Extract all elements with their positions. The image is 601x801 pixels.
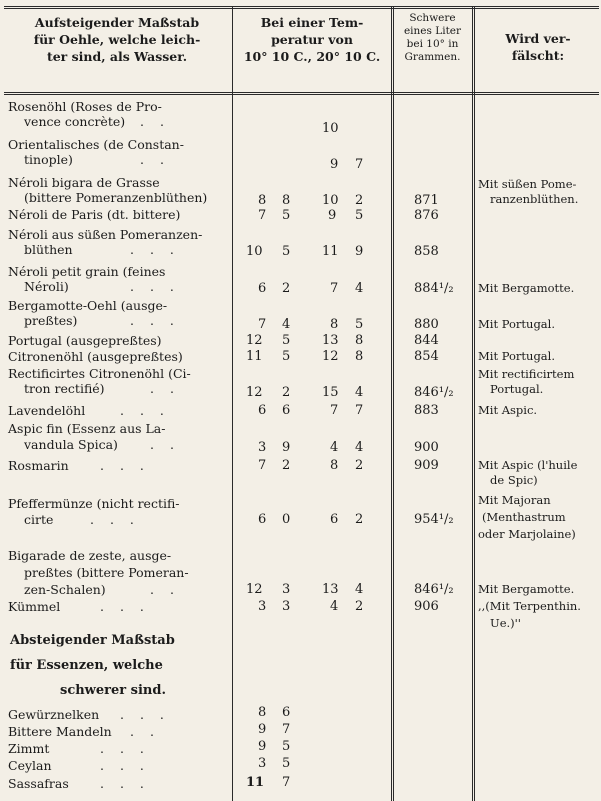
row-name: Néroli de Paris (dt. bittere) — [8, 207, 181, 222]
cell-t10-deg: 12 — [246, 582, 263, 597]
cell-t20-frac: 2 — [355, 458, 364, 473]
row-name-cont: tron rectifié) — [24, 381, 105, 396]
leader-dots: . . . — [100, 458, 150, 473]
cell-t20-deg: 15 — [322, 385, 339, 400]
leader-dots: . . . — [100, 776, 150, 791]
row-name: Néroli bigara de Grasse — [8, 175, 160, 190]
cell-adulteration: Mit Majoran — [478, 493, 551, 507]
cell-weight: 871 — [414, 193, 439, 208]
cell-t20-frac: 8 — [355, 349, 364, 364]
leader-dots: . . . — [130, 242, 180, 257]
leader-dots: . . . — [90, 512, 140, 527]
cell-t10-frac: 5 — [282, 208, 291, 223]
column-rule-3 — [472, 6, 475, 801]
column-rule-1 — [232, 6, 233, 801]
cell-adulteration-cont2: oder Marjolaine) — [478, 527, 576, 541]
cell-weight: 854 — [414, 349, 439, 364]
leader-dots: . . — [150, 381, 180, 396]
cell-weight: 844 — [414, 333, 439, 348]
cell-t20-frac: 2 — [355, 512, 364, 527]
cell-weight: 883 — [414, 403, 439, 418]
cell-t10-frac: 5 — [282, 756, 291, 771]
row-name: Portugal (ausgepreßtes) — [8, 333, 162, 348]
leader-dots: . . . — [100, 758, 150, 773]
row-name: Aspic fin (Essenz aus La- — [8, 421, 166, 436]
cell-t20-deg: 7 — [330, 281, 339, 296]
cell-t10-frac: 0 — [282, 512, 291, 527]
leader-dots: . . . — [120, 707, 170, 722]
cell-t20-frac: 2 — [355, 193, 364, 208]
cell-t10-deg: 12 — [246, 385, 263, 400]
cell-t20-deg: 9 — [330, 157, 339, 172]
row-name: Rectificirtes Citronenöhl (Ci- — [8, 366, 191, 381]
cell-t20-deg: 4 — [330, 599, 339, 614]
cell-t10-frac: 2 — [282, 458, 291, 473]
cell-weight: 880 — [414, 317, 439, 332]
header-col1: Aufsteigender Maßstab für Oehle, welche leich- ter sind, als Wasser. — [33, 15, 201, 64]
row-name-cont: tinople) — [24, 152, 73, 167]
cell-adulteration-cont2: Ue.)'' — [490, 616, 521, 630]
cell-weight: 909 — [414, 458, 439, 473]
cell-t10-deg: 3 — [258, 599, 267, 614]
row-name: Gewürznelken — [8, 707, 100, 722]
cell-weight: 846¹/₂ — [414, 582, 454, 597]
cell-adulteration: Mit süßen Pome- — [478, 177, 577, 191]
column-rule-2 — [391, 6, 394, 801]
cell-t10-deg: 6 — [258, 403, 267, 418]
cell-adulteration-cont: ranzenblüthen. — [490, 192, 579, 206]
header-col4: Wird ver- fälscht: — [505, 31, 571, 63]
cell-t10-deg: 8 — [258, 705, 267, 720]
cell-weight: 846¹/₂ — [414, 385, 454, 400]
cell-t10-deg: 3 — [258, 756, 267, 771]
row-name-cont: blüthen — [24, 242, 73, 257]
cell-t20-deg: 8 — [330, 458, 339, 473]
cell-t20-deg: 10 — [322, 121, 339, 136]
cell-weight: 884¹/₂ — [414, 281, 454, 296]
cell-adulteration: Mit Portugal. — [478, 349, 556, 363]
cell-t10-deg: 7 — [258, 458, 267, 473]
cell-t20-frac: 5 — [355, 208, 364, 223]
cell-t10-frac: 5 — [282, 349, 291, 364]
cell-t20-frac: 2 — [355, 599, 364, 614]
leader-dots: . . . — [120, 403, 170, 418]
cell-t20-frac: 7 — [355, 403, 364, 418]
leader-dots: . . . — [130, 279, 180, 294]
cell-weight: 876 — [414, 208, 439, 223]
header-bottom-rule — [4, 92, 599, 95]
cell-t20-frac: 9 — [355, 244, 364, 259]
cell-weight: 900 — [414, 440, 439, 455]
cell-t20-deg: 9 — [328, 208, 337, 223]
cell-t10-frac: 9 — [282, 440, 291, 455]
cell-weight: 858 — [414, 244, 439, 259]
cell-weight: 906 — [414, 599, 439, 614]
cell-t10-frac: 5 — [282, 244, 291, 259]
row-name: Kümmel — [8, 599, 61, 614]
cell-t20-deg: 6 — [330, 512, 339, 527]
cell-adulteration: Mit Aspic. — [478, 403, 538, 417]
row-name: Citronenöhl (ausgepreßtes) — [8, 349, 183, 364]
row-name: Lavendelöhl — [8, 403, 86, 418]
cell-t10-deg: 11 — [246, 349, 263, 364]
cell-adulteration: Mit Portugal. — [478, 317, 556, 331]
row-name: Sassafras — [8, 776, 69, 791]
cell-t10-deg: 9 — [258, 722, 267, 737]
cell-t10-frac: 3 — [282, 582, 291, 597]
cell-t10-deg: 3 — [258, 440, 267, 455]
cell-t10-deg: 7 — [258, 208, 267, 223]
header-col3: Schwere eines Liter bei 10° in Grammen. — [403, 12, 462, 63]
row-name: Bittere Mandeln — [8, 724, 112, 739]
cell-t20-deg: 4 — [330, 440, 339, 455]
row-name: Rosenöhl (Roses de Pro- — [8, 99, 162, 114]
cell-adulteration: Mit rectificirtem — [478, 367, 575, 381]
row-name-cont: vandula Spica) — [24, 437, 118, 452]
cell-t10-deg: 11 — [246, 775, 265, 790]
cell-weight: 954¹/₂ — [414, 512, 454, 527]
cell-t10-frac: 8 — [282, 193, 291, 208]
cell-t10-frac: 5 — [282, 739, 291, 754]
cell-t10-deg: 9 — [258, 739, 267, 754]
row-name: Ceylan — [8, 758, 52, 773]
cell-t20-frac: 4 — [355, 385, 364, 400]
leader-dots: . . . — [100, 599, 150, 614]
leader-dots: . . — [130, 724, 160, 739]
cell-t10-frac: 2 — [282, 385, 291, 400]
cell-t10-frac: 6 — [282, 403, 291, 418]
row-name: Bergamotte-Oehl (ausge- — [8, 298, 168, 313]
cell-t20-deg: 12 — [322, 349, 339, 364]
cell-t10-frac: 2 — [282, 281, 291, 296]
cell-adulteration: Mit Bergamotte. — [478, 582, 575, 596]
leader-dots: . . — [140, 114, 170, 129]
cell-t10-deg: 10 — [246, 244, 263, 259]
row-name: Zimmt — [8, 741, 50, 756]
row-name-cont: (bittere Pomeranzenblüthen) — [24, 190, 208, 205]
cell-t10-deg: 6 — [258, 281, 267, 296]
header-col2: Bei einer Tem- peratur von 10° 10 C., 20° 10 C. — [243, 15, 381, 64]
cell-t20-frac: 7 — [355, 157, 364, 172]
cell-t20-deg: 13 — [322, 333, 339, 348]
cell-t20-frac: 8 — [355, 333, 364, 348]
cell-t10-frac: 7 — [282, 722, 291, 737]
cell-t20-frac: 5 — [355, 317, 364, 332]
cell-adulteration-cont: (Menthastrum — [482, 510, 566, 524]
cell-t20-frac: 4 — [355, 440, 364, 455]
cell-t20-frac: 4 — [355, 582, 364, 597]
cell-t20-deg: 13 — [322, 582, 339, 597]
cell-adulteration: Mit Aspic (l'huile — [478, 458, 578, 472]
row-name-cont: Néroli) — [24, 279, 69, 294]
cell-t20-frac: 4 — [355, 281, 364, 296]
row-name: Pfeffermünze (nicht rectifi- — [8, 496, 180, 511]
leader-dots: . . — [150, 437, 180, 452]
cell-t10-deg: 6 — [258, 512, 267, 527]
table-top-rule — [4, 6, 599, 9]
row-name: Bigarade de zeste, ausge- — [8, 548, 172, 563]
cell-t10-frac: 6 — [282, 705, 291, 720]
row-name-cont: preßtes (bittere Pomeran- — [24, 565, 189, 580]
cell-adulteration: Mit Bergamotte. — [478, 281, 575, 295]
cell-t20-deg: 8 — [330, 317, 339, 332]
row-name-cont: preßtes) — [24, 313, 78, 328]
section2-heading-line3: schwerer sind. — [60, 683, 166, 698]
cell-t20-deg: 10 — [322, 193, 339, 208]
cell-t10-frac: 7 — [282, 775, 291, 790]
row-name-cont: vence concrète) — [24, 114, 126, 129]
cell-t10-frac: 3 — [282, 599, 291, 614]
leader-dots: . . — [140, 152, 170, 167]
cell-t10-deg: 8 — [258, 193, 267, 208]
leader-dots: . . — [150, 582, 180, 597]
leader-dots: . . . — [100, 741, 150, 756]
section2-heading-line2: für Essenzen, welche — [10, 658, 163, 673]
cell-adulteration-cont: de Spic) — [490, 473, 538, 487]
cell-adulteration-cont: Portugal. — [490, 382, 544, 396]
leader-dots: . . . — [130, 313, 180, 328]
cell-t10-frac: 4 — [282, 317, 291, 332]
section2-heading-line1: Absteigender Maßstab — [10, 633, 175, 648]
row-name: Orientalisches (de Constan- — [8, 137, 184, 152]
cell-t20-deg: 11 — [322, 244, 339, 259]
cell-t10-frac: 5 — [282, 333, 291, 348]
row-name-cont2: zen-Schalen) — [24, 582, 106, 597]
cell-t20-deg: 7 — [330, 403, 339, 418]
cell-adulteration-cont: ,,(Mit Terpenthin. — [478, 599, 581, 613]
cell-t10-deg: 12 — [246, 333, 263, 348]
cell-t10-deg: 7 — [258, 317, 267, 332]
row-name: Rosmarin — [8, 458, 69, 473]
row-name: Néroli petit grain (feines — [8, 264, 166, 279]
row-name: Néroli aus süßen Pomeranzen- — [8, 227, 203, 242]
row-name-cont: cirte — [24, 512, 54, 527]
